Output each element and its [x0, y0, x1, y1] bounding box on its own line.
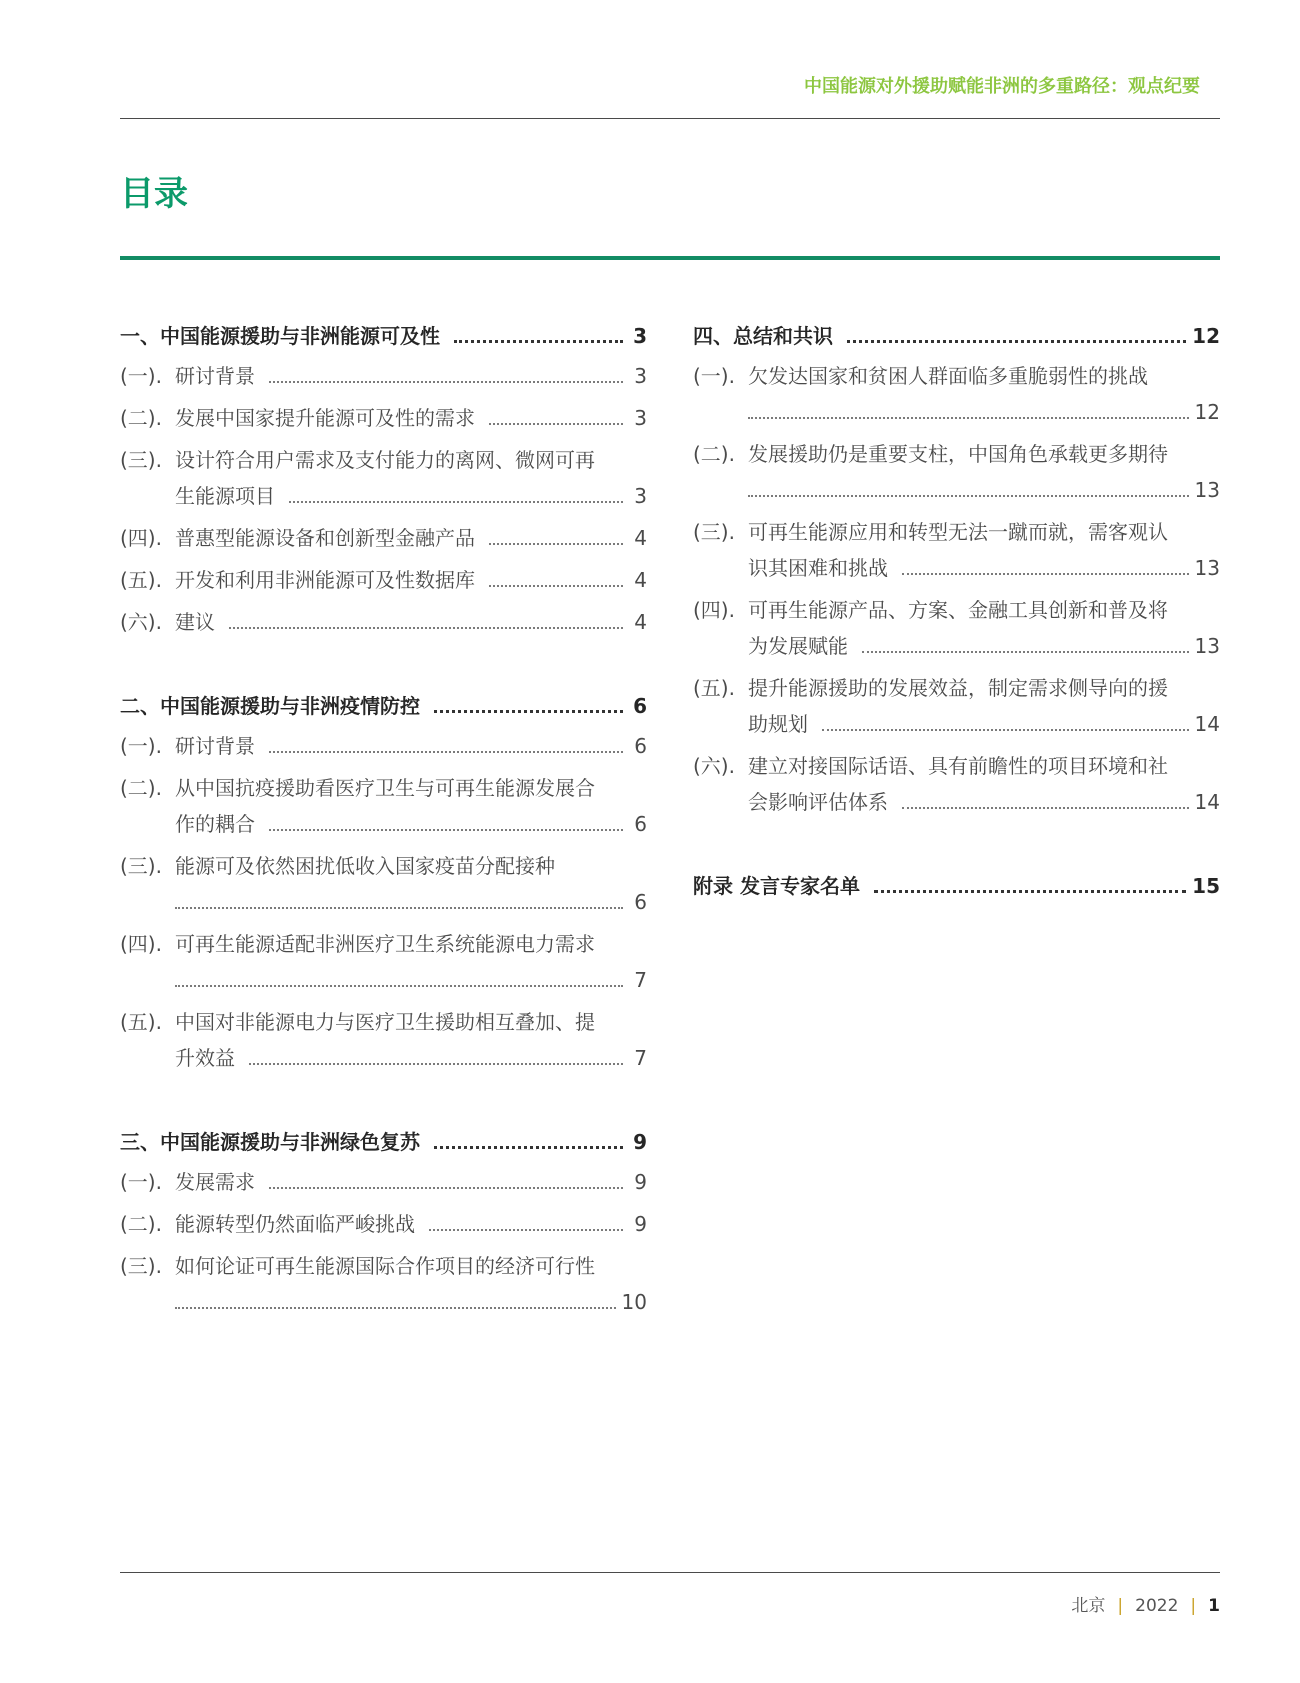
- toc-entry-number: (三).: [120, 854, 162, 878]
- footer-divider: [120, 1572, 1220, 1573]
- dot-leader: [175, 906, 623, 909]
- toc-entry-text: 能源可及依然困扰低收入国家疫苗分配接种: [175, 854, 555, 878]
- toc-entry-line: [120, 688, 647, 724]
- dot-leader: [748, 416, 1189, 419]
- dot-leader: [489, 584, 623, 587]
- title-divider: [120, 256, 1220, 260]
- toc-entry-line: [175, 562, 647, 598]
- toc-entry-line: [175, 400, 647, 436]
- dot-leader: [269, 828, 623, 831]
- toc-entry-line: [175, 1248, 647, 1284]
- toc-page-number: 3: [634, 484, 647, 508]
- dot-leader: [434, 1145, 623, 1149]
- toc-entry-number: (四).: [120, 932, 162, 956]
- toc-entry-number: (二).: [120, 406, 162, 430]
- dot-leader: [229, 626, 623, 629]
- toc-entry[interactable]: [120, 520, 647, 556]
- toc-entry-line: [175, 770, 647, 806]
- toc-section-entry[interactable]: [120, 688, 647, 724]
- running-header-title: 中国能源对外援助赋能非洲的多重路径：观点纪要: [804, 76, 1200, 97]
- toc-entry-number: (五).: [120, 1010, 162, 1034]
- toc-entry-line: [175, 1004, 647, 1040]
- toc-page-number: 12: [1192, 324, 1220, 348]
- toc-page-number: 4: [634, 568, 647, 592]
- toc-page-number: 6: [634, 890, 647, 914]
- dot-leader: [429, 1228, 623, 1231]
- toc-entry-text: 助规划: [748, 712, 808, 736]
- dot-leader: [489, 542, 623, 545]
- toc-entry-text: 能源转型仍然面临严峻挑战: [175, 1212, 415, 1236]
- toc-page-number: 6: [634, 734, 647, 758]
- toc-entry-text: 研讨背景: [175, 364, 255, 388]
- dot-leader: [862, 650, 1189, 653]
- toc-page-number: 14: [1194, 790, 1220, 814]
- toc-entry-text: 欠发达国家和贫困人群面临多重脆弱性的挑战: [748, 364, 1148, 388]
- dot-leader: [748, 494, 1189, 497]
- footer-separator: |: [1117, 1596, 1124, 1616]
- page-footer: [1071, 1591, 1220, 1616]
- toc-section-title: 三、中国能源援助与非洲绿色复苏: [120, 1130, 420, 1154]
- toc-entry[interactable]: [120, 1206, 647, 1242]
- toc-entry[interactable]: [120, 442, 647, 514]
- toc-entry[interactable]: [120, 770, 647, 842]
- dot-leader: [269, 380, 623, 383]
- dot-leader: [434, 709, 623, 713]
- toc-entry-line: [175, 1284, 647, 1320]
- toc-entry-line: [175, 806, 647, 842]
- toc-entry-text: 发展中国家提升能源可及性的需求: [175, 406, 475, 430]
- toc-page-number: 4: [634, 610, 647, 634]
- dot-leader: [489, 422, 623, 425]
- toc-entry[interactable]: [693, 358, 1220, 430]
- dot-leader: [454, 339, 623, 343]
- dot-leader: [822, 728, 1189, 731]
- toc-entry-text: 升效益: [175, 1046, 235, 1070]
- toc-entry-text: 可再生能源适配非洲医疗卫生系统能源电力需求: [175, 932, 595, 956]
- toc-page-number: 6: [633, 694, 647, 718]
- toc-entry[interactable]: [693, 592, 1220, 664]
- toc-entry-line: [175, 358, 647, 394]
- toc-entry-text: 可再生能源产品、方案、金融工具创新和普及将: [748, 598, 1168, 622]
- page-number: 1: [1208, 1596, 1220, 1616]
- toc-entry-number: (三).: [693, 520, 735, 544]
- toc-entry-line: [175, 962, 647, 998]
- toc-entry-line: [748, 394, 1220, 430]
- toc-entry[interactable]: [120, 562, 647, 598]
- toc-entry-number: (六).: [120, 610, 162, 634]
- toc-entry-number: (一).: [120, 1170, 162, 1194]
- dot-leader: [175, 1306, 616, 1309]
- toc-entry-line: [748, 628, 1220, 664]
- toc-left-column: [120, 318, 647, 1368]
- toc-entry-text: 可再生能源应用和转型无法一蹴而就，需客观认: [748, 520, 1168, 544]
- header-divider: [120, 118, 1220, 119]
- toc-section-title: 附录 发言专家名单: [693, 874, 860, 898]
- toc-entry-line: [693, 868, 1220, 904]
- toc-entry[interactable]: [120, 728, 647, 764]
- footer-separator: |: [1190, 1596, 1197, 1616]
- toc-entry-text: 普惠型能源设备和创新型金融产品: [175, 526, 475, 550]
- toc-page-number: 4: [634, 526, 647, 550]
- toc-entry-text: 如何论证可再生能源国际合作项目的经济可行性: [175, 1254, 595, 1278]
- toc-entry-number: (一).: [120, 734, 162, 758]
- toc-entry-line: [120, 1124, 647, 1160]
- toc-entry[interactable]: [693, 748, 1220, 820]
- dot-leader: [269, 750, 623, 753]
- dot-leader: [874, 889, 1186, 893]
- toc-entry[interactable]: [120, 1164, 647, 1200]
- toc-page-number: 14: [1194, 712, 1220, 736]
- toc-entry-line: [175, 884, 647, 920]
- toc-entry-line: [748, 592, 1220, 628]
- toc-entry-line: [175, 604, 647, 640]
- toc-section-entry[interactable]: [693, 868, 1220, 904]
- toc-entry-line: [748, 550, 1220, 586]
- toc-entry-line: [748, 706, 1220, 742]
- toc-entry-text: 识其困难和挑战: [748, 556, 888, 580]
- footer-city: 北京: [1071, 1596, 1106, 1616]
- toc-entry-line: [175, 520, 647, 556]
- toc-page-number: 3: [633, 324, 647, 348]
- toc-entry[interactable]: [120, 1248, 647, 1320]
- toc-entry-text: 提升能源援助的发展效益，制定需求侧导向的援: [748, 676, 1168, 700]
- toc-section: [120, 318, 647, 640]
- toc-entry[interactable]: [693, 514, 1220, 586]
- toc-entry-line: [748, 358, 1220, 394]
- toc-entry-number: (五).: [693, 676, 735, 700]
- toc-entry-number: (一).: [693, 364, 735, 388]
- toc-entry-line: [748, 784, 1220, 820]
- toc-entry-text: 建议: [175, 610, 215, 634]
- toc-section-title: 四、总结和共识: [693, 324, 833, 348]
- dot-leader: [902, 806, 1189, 809]
- toc-entry[interactable]: [120, 400, 647, 436]
- toc-entry-line: [175, 1040, 647, 1076]
- toc-page-number: 3: [634, 406, 647, 430]
- toc-entry-line: [175, 478, 647, 514]
- dot-leader: [249, 1062, 623, 1065]
- toc-entry-text: 会影响评估体系: [748, 790, 888, 814]
- toc-entry-text: 生能源项目: [175, 484, 275, 508]
- toc-page-number: 7: [634, 968, 647, 992]
- toc-entry[interactable]: [120, 926, 647, 998]
- toc-section-entry[interactable]: [120, 318, 647, 354]
- toc-entry-number: (二).: [120, 1212, 162, 1236]
- toc-page-number: 12: [1194, 400, 1220, 424]
- toc-entry-text: 建立对接国际话语、具有前瞻性的项目环境和社: [748, 754, 1168, 778]
- toc-page-number: 3: [634, 364, 647, 388]
- toc-page-number: 6: [634, 812, 647, 836]
- toc-entry[interactable]: [120, 604, 647, 640]
- dot-leader: [175, 984, 623, 987]
- toc-entry-number: (五).: [120, 568, 162, 592]
- toc-entry-text: 发展需求: [175, 1170, 255, 1194]
- toc-page-number: 10: [621, 1290, 647, 1314]
- toc-entry-number: (二).: [120, 776, 162, 800]
- toc-entry[interactable]: [693, 436, 1220, 508]
- toc-entry-number: (四).: [120, 526, 162, 550]
- dot-leader: [289, 500, 623, 503]
- toc-page-number: 15: [1192, 874, 1220, 898]
- toc-section: [693, 868, 1220, 904]
- toc-entry-line: [748, 748, 1220, 784]
- toc-entry-line: [748, 514, 1220, 550]
- dot-leader: [847, 339, 1186, 343]
- toc-section-title: 一、中国能源援助与非洲能源可及性: [120, 324, 440, 348]
- toc-entry[interactable]: [120, 848, 647, 920]
- toc-entry[interactable]: [120, 1004, 647, 1076]
- toc-page-number: 13: [1194, 556, 1220, 580]
- toc-entry-number: (三).: [120, 1254, 162, 1278]
- toc-section: [120, 1124, 647, 1320]
- toc-entry-number: (六).: [693, 754, 735, 778]
- toc-entry-line: [175, 848, 647, 884]
- toc-page-number: 13: [1194, 634, 1220, 658]
- toc-entry-line: [175, 926, 647, 962]
- toc-page-number: 7: [634, 1046, 647, 1070]
- toc-section: [120, 688, 647, 1076]
- toc-entry-line: [748, 670, 1220, 706]
- toc-entry[interactable]: [693, 670, 1220, 742]
- toc-page-number: 9: [634, 1170, 647, 1194]
- toc-entry-text: 作的耦合: [175, 812, 255, 836]
- footer-year: 2022: [1135, 1596, 1179, 1616]
- toc-entry-line: [175, 442, 647, 478]
- toc-entry[interactable]: [120, 358, 647, 394]
- toc-entry-number: (三).: [120, 448, 162, 472]
- dot-leader: [269, 1186, 623, 1189]
- toc-entry-text: 从中国抗疫援助看医疗卫生与可再生能源发展合: [175, 776, 595, 800]
- dot-leader: [902, 572, 1189, 575]
- toc-entry-line: [748, 436, 1220, 472]
- toc-section-entry[interactable]: [693, 318, 1220, 354]
- toc-entry-text: 开发和利用非洲能源可及性数据库: [175, 568, 475, 592]
- toc-entry-text: 设计符合用户需求及支付能力的离网、微网可再: [175, 448, 595, 472]
- toc-section-title: 二、中国能源援助与非洲疫情防控: [120, 694, 420, 718]
- toc-entry-number: (一).: [120, 364, 162, 388]
- toc-entry-text: 发展援助仍是重要支柱，中国角色承载更多期待: [748, 442, 1168, 466]
- toc-entry-number: (四).: [693, 598, 735, 622]
- toc-entry-line: [748, 472, 1220, 508]
- toc-entry-line: [120, 318, 647, 354]
- toc-entry-line: [693, 318, 1220, 354]
- toc-entry-number: (二).: [693, 442, 735, 466]
- toc-entry-line: [175, 1206, 647, 1242]
- toc-entry-text: 研讨背景: [175, 734, 255, 758]
- toc-section-entry[interactable]: [120, 1124, 647, 1160]
- toc-page-number: 13: [1194, 478, 1220, 502]
- toc-entry-line: [175, 728, 647, 764]
- toc-entry-text: 中国对非能源电力与医疗卫生援助相互叠加、提: [175, 1010, 595, 1034]
- toc-entry-text: 为发展赋能: [748, 634, 848, 658]
- toc-entry-line: [175, 1164, 647, 1200]
- toc-page-number: 9: [634, 1212, 647, 1236]
- toc-section: [693, 318, 1220, 820]
- page-title: 目录: [120, 174, 188, 214]
- toc-right-column: [693, 318, 1220, 952]
- toc-page-number: 9: [633, 1130, 647, 1154]
